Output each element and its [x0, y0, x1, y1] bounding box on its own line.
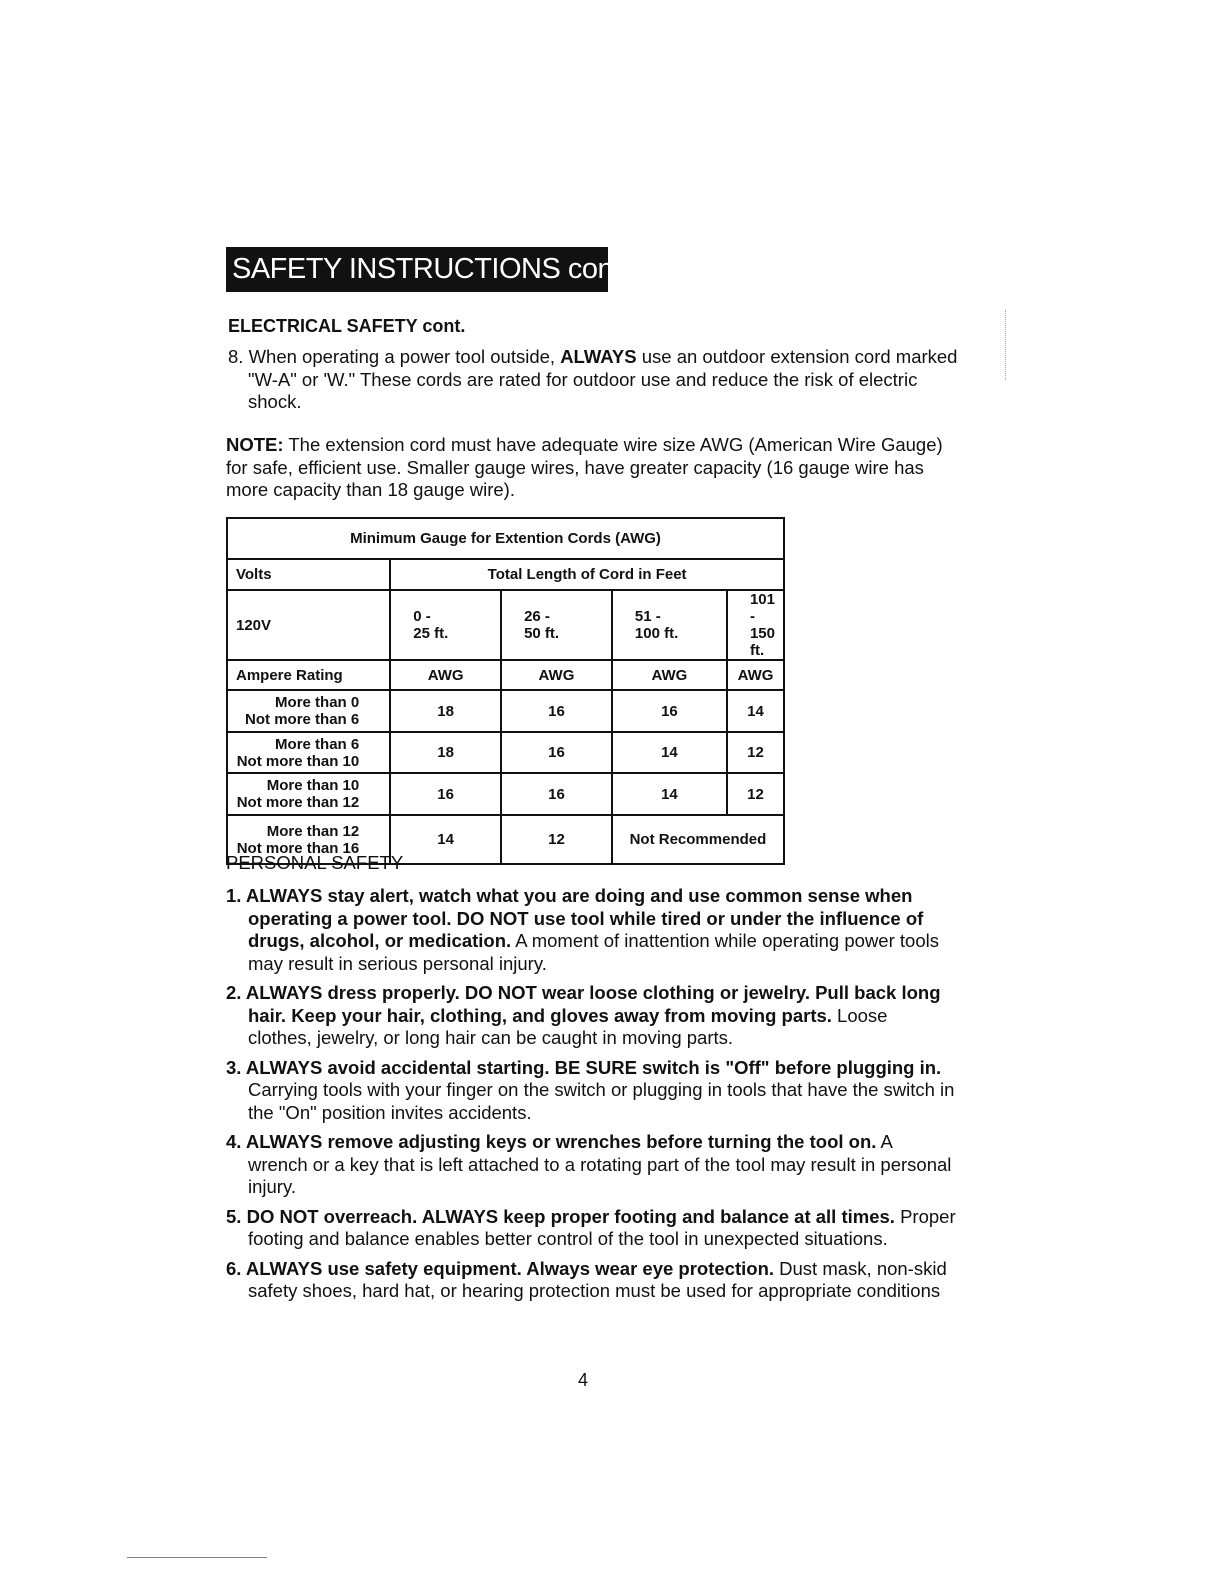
item-number: 6. — [226, 1257, 242, 1279]
item-text: Dust mask, non-skid safety shoes, hard hat, or hearing protection must be used for appropriate conditions — [248, 1257, 947, 1301]
amp-to: Not more than 12 — [236, 794, 360, 811]
item-bold-text: ALWAYS remove adjusting keys or wrenches before turning the tool on. — [245, 1131, 877, 1152]
item-text: use an outdoor extension cord marked "W-A" or 'W." These cords are rated for outdoor use and reduce the risk of electric shock. — [248, 346, 958, 412]
gauge-cell: 16 — [612, 690, 727, 732]
length-label: Total Length of Cord in Feet — [390, 559, 784, 590]
item-bold — [226, 1131, 876, 1152]
item-text: Carrying tools with your finger on the switch or plugging in tools that have the switch in the "On" position invites accidents. — [248, 1079, 955, 1123]
item-bold — [226, 1258, 774, 1279]
length-to: 150 ft. — [749, 625, 775, 659]
personal-safety-item — [226, 885, 956, 975]
personal-safety-item — [226, 1131, 956, 1199]
length-to: 50 ft. — [524, 625, 560, 642]
table-row — [227, 690, 784, 732]
gauge-cell: 16 — [501, 690, 612, 732]
length-to: 25 ft. — [413, 625, 449, 642]
gauge-cell: 14 — [390, 815, 501, 864]
table-row — [227, 773, 784, 815]
electrical-item-8 — [228, 346, 968, 414]
scan-artifact — [1005, 310, 1006, 380]
length-from: 26 - — [524, 608, 550, 625]
table-row — [227, 660, 784, 690]
personal-safety-heading: PERSONAL SAFETY — [226, 852, 404, 873]
amp-from: More than 10 — [266, 777, 360, 794]
section-banner: SAFETY INSTRUCTIONS cont. — [226, 247, 608, 292]
item-number: 3. — [226, 1056, 242, 1078]
item-number: 2. — [226, 982, 242, 1003]
length-from: 0 - — [413, 608, 431, 625]
amp-from: More than 6 — [275, 735, 360, 753]
item-text: A moment of inattention while operating power tools may result in serious personal injury. — [248, 930, 939, 974]
amp-to: Not more than 10 — [236, 752, 360, 770]
awg-header: AWG — [501, 660, 612, 690]
electrical-safety-heading: ELECTRICAL SAFETY cont. — [228, 316, 466, 336]
gauge-cell: 14 — [727, 690, 784, 732]
item-text: Loose clothes, jewelry, or long hair can be caught in moving parts. — [248, 1004, 888, 1048]
personal-safety-list — [226, 885, 956, 1310]
ampere-label: Ampere Rating — [227, 660, 390, 690]
voltage: 120V — [227, 590, 390, 660]
gauge-cell: 12 — [501, 815, 612, 864]
gauge-cell: 18 — [390, 690, 501, 732]
volts-label: Volts — [227, 559, 390, 590]
gauge-cell: 12 — [727, 773, 784, 815]
gauge-cell: 14 — [612, 773, 727, 815]
not-recommended-cell: Not Recommended — [612, 815, 784, 864]
table-title: Minimum Gauge for Extention Cords (AWG) — [227, 518, 784, 559]
gauge-cell: 18 — [390, 732, 501, 773]
item-number: 1. — [226, 885, 242, 906]
length-from: 101 - — [749, 591, 775, 625]
item-bold-text: ALWAYS use safety equipment. Always wear eye protection. — [245, 1257, 775, 1279]
amp-from: More than 0 — [275, 694, 360, 711]
table-row — [227, 732, 784, 773]
page-number: 4 — [578, 1370, 589, 1390]
personal-safety-item — [226, 982, 956, 1050]
item-number: 4. — [226, 1131, 242, 1152]
gauge-cell: 16 — [501, 732, 612, 773]
note-label: NOTE: — [226, 434, 284, 455]
gauge-cell: 12 — [727, 732, 784, 773]
footer-rule — [127, 1557, 267, 1558]
note-paragraph — [226, 434, 956, 502]
item-text: A wrench or a key that is left attached to a rotating part of the tool may result in personal injury. — [248, 1131, 952, 1197]
item-bold-text: ALWAYS avoid accidental starting. BE SURE switch is "Off" before plugging in. — [245, 1056, 942, 1078]
awg-header: AWG — [612, 660, 727, 690]
item-bold: ALWAYS — [560, 346, 637, 367]
item-number: 8. — [228, 346, 244, 367]
amp-to: Not more than 16 — [236, 839, 360, 857]
item-bold — [226, 1057, 941, 1078]
length-from: 51 - — [634, 608, 661, 625]
item-text: When operating a power tool outside, — [248, 346, 561, 367]
note-text: The extension cord must have adequate wire size AWG (American Wire Gauge) for safe, efficient use. Smaller gauge wires, have greater capacity (16 gauge wire has more capacity than 18 gauge wire). — [226, 434, 943, 500]
item-text: Proper footing and balance enables better control of the tool in unexpected situations. — [248, 1205, 956, 1249]
item-bold-text: DO NOT overreach. ALWAYS keep proper footing and balance at all times. — [246, 1205, 895, 1227]
item-number: 5. — [226, 1205, 242, 1227]
table-row — [227, 590, 784, 660]
awg-header: AWG — [390, 660, 501, 690]
extension-cord-gauge-table — [226, 517, 785, 865]
personal-safety-item — [226, 1206, 956, 1251]
item-bold — [226, 1206, 895, 1227]
item-bold-text: ALWAYS dress properly. DO NOT wear loose clothing or jewelry. Pull back long hair. Keep your hair, clothing, and gloves away from moving parts. — [245, 982, 941, 1026]
gauge-cell: 16 — [390, 773, 501, 815]
length-to: 100 ft. — [634, 625, 679, 642]
personal-safety-item — [226, 1258, 956, 1303]
item-bold-text: ALWAYS stay alert, watch what you are doing and use common sense when operating a power tool. DO NOT use tool while tired or under the influence of drugs, alcohol, or medication. — [245, 885, 924, 951]
gauge-cell: 14 — [612, 732, 727, 773]
awg-header: AWG — [727, 660, 784, 690]
personal-safety-item — [226, 1057, 956, 1125]
amp-from: More than 12 — [266, 822, 360, 840]
amp-to: Not more than 6 — [245, 711, 360, 728]
gauge-cell: 16 — [501, 773, 612, 815]
